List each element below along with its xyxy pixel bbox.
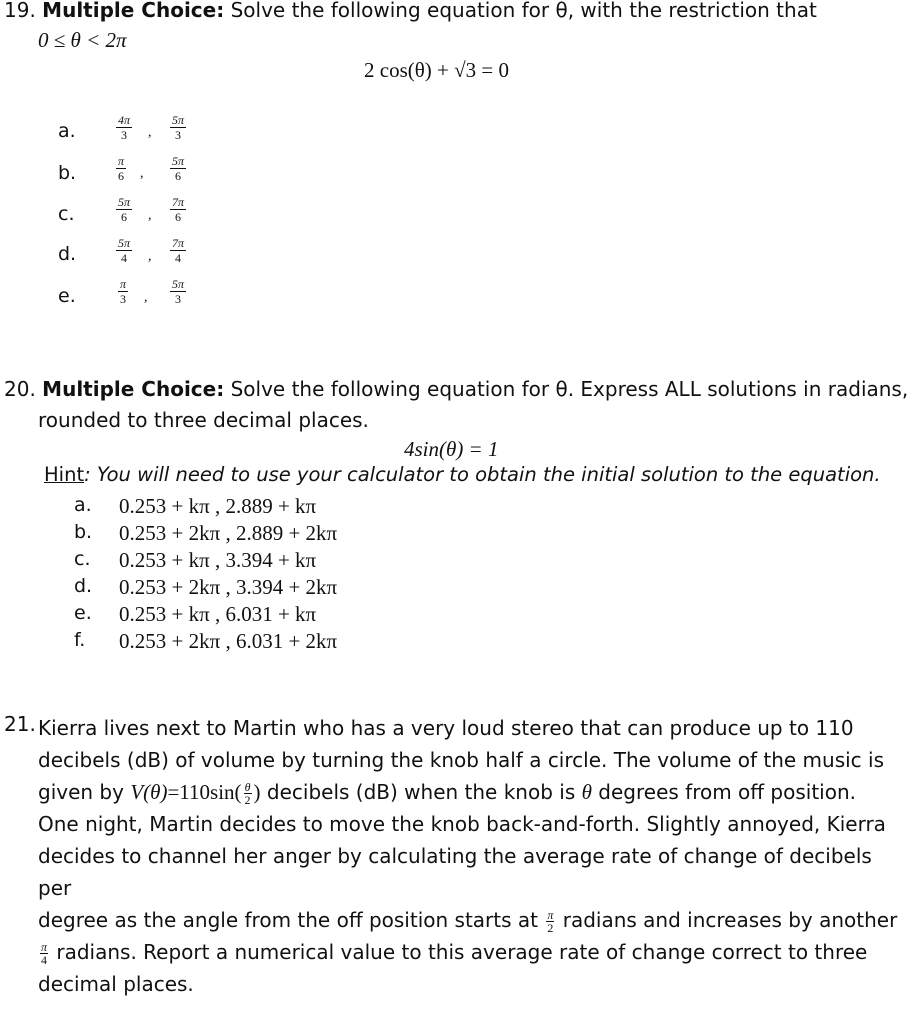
- q19-option-d-right[interactable]: $\frac{7\pi}{4}$: [172, 236, 185, 265]
- q19-option-b-right[interactable]: $\frac{5\pi}{6}$: [172, 154, 185, 183]
- q19-option-e-right[interactable]: $\frac{5\pi}{3}$: [172, 277, 185, 306]
- q20-hint-text: : You will need to use your calculator to obtain the initial solution to the equation.: [84, 463, 881, 486]
- q20-label: Multiple Choice:: [42, 377, 225, 401]
- q19-number: 19.: [4, 0, 36, 22]
- q21-line: given by V(θ)=110sin( $\frac{\theta}{2}$ ) decibels (dB) when the knob is θ degrees from off position.: [38, 780, 857, 807]
- q20-hint: [44, 463, 881, 486]
- q19-option-b-left[interactable]: $\frac{\pi}{6}$: [118, 154, 125, 183]
- q21-line: decibels (dB) of volume by turning the knob half a circle. The volume of the music is: [38, 748, 885, 772]
- q20-option-text[interactable]: 0.253 + kπ , 6.031 + kπ: [119, 602, 317, 626]
- q20-option-letter[interactable]: a.: [74, 494, 92, 516]
- q19-header: [4, 0, 817, 22]
- q21-body: [38, 712, 904, 1000]
- q21-formula-lhs: V(θ): [130, 780, 168, 804]
- q19-option-letter[interactable]: c.: [58, 203, 75, 225]
- q21-line: degree as the angle from the off position starts at $\frac{\pi}{2}$ radians and increases by another: [38, 908, 898, 935]
- q19-option-d-left[interactable]: $\frac{5\pi}{4}$: [118, 236, 131, 265]
- q21-number: 21.: [4, 712, 36, 736]
- q19-option-c-left[interactable]: $\frac{5\pi}{6}$: [118, 195, 131, 224]
- q19-label: Multiple Choice:: [42, 0, 225, 22]
- q20-option-text[interactable]: 0.253 + 2kπ , 6.031 + 2kπ: [119, 629, 338, 653]
- q21-line: decimal places.: [38, 972, 194, 996]
- q20-option-letter[interactable]: f.: [74, 629, 86, 651]
- q19-option-a-left[interactable]: $\frac{4\pi}{3}$: [118, 113, 131, 142]
- q20-header: [4, 377, 908, 401]
- q21-line: One night, Martin decides to move the knob back-and-forth. Slightly annoyed, Kierra: [38, 812, 886, 836]
- q19-option-letter[interactable]: b.: [58, 162, 77, 184]
- q20-option-text[interactable]: 0.253 + 2kπ , 3.394 + 2kπ: [119, 575, 338, 599]
- q19-equation: 2 cos(θ) + √3 = 0: [364, 58, 510, 82]
- q20-option-letter[interactable]: c.: [74, 548, 91, 570]
- q21-formula-mid: =110sin: [167, 780, 235, 804]
- q19-option-e-left[interactable]: $\frac{\pi}{3}$: [120, 277, 127, 306]
- q20-option-letter[interactable]: e.: [74, 602, 92, 624]
- q19-prompt: Solve the following equation for θ, with the restriction that: [230, 0, 817, 22]
- q20-prompt-line2: rounded to three decimal places.: [38, 408, 369, 432]
- q20-option-letter[interactable]: d.: [74, 575, 93, 597]
- q19-option-letter[interactable]: d.: [58, 243, 77, 265]
- q21-start-fraction: $\frac{\pi}{2}$: [547, 908, 554, 935]
- q19-option-letter[interactable]: e.: [58, 285, 76, 307]
- q21-line: decides to channel her anger by calculating the average rate of change of decibels per: [38, 844, 872, 900]
- q19-option-c-right[interactable]: $\frac{7\pi}{6}$: [172, 195, 185, 224]
- q21-line: Kierra lives next to Martin who has a very loud stereo that can produce up to 110: [38, 716, 854, 740]
- q20-option-text[interactable]: 0.253 + kπ , 3.394 + kπ: [119, 548, 317, 572]
- q21-line: $\frac{\pi}{4}$ radians. Report a numerical value to this average rate of change correct to three: [41, 940, 868, 967]
- q19-option-letter[interactable]: a.: [58, 120, 76, 142]
- q20-number: 20.: [4, 377, 36, 401]
- q20-prompt-line1: Solve the following equation for θ. Express ALL solutions in radians,: [230, 377, 909, 401]
- q20-hint-label: Hint: [44, 463, 85, 486]
- q19-option-a-right[interactable]: $\frac{5\pi}{3}$: [172, 113, 185, 142]
- q20-option-text[interactable]: 0.253 + 2kπ , 2.889 + 2kπ: [119, 521, 338, 545]
- q21-formula-fraction: $\frac{\theta}{2}$: [244, 780, 251, 807]
- q21-increment-fraction: $\frac{\pi}{4}$: [41, 940, 48, 967]
- q20-option-letter[interactable]: b.: [74, 521, 93, 543]
- q20-equation: 4sin(θ) = 1: [404, 437, 499, 461]
- q20-option-text[interactable]: 0.253 + kπ , 2.889 + kπ: [119, 494, 317, 518]
- q19-restriction: 0 ≤ θ < 2π: [38, 28, 127, 52]
